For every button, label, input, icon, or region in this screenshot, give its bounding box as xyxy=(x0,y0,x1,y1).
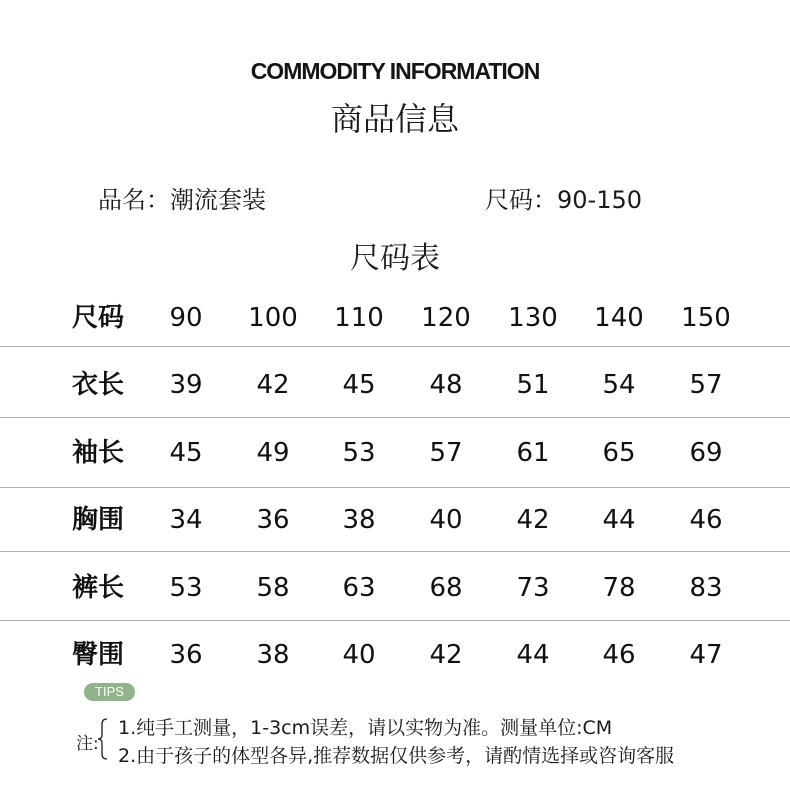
table-row xyxy=(0,568,790,608)
table-cell: 38 xyxy=(256,640,290,670)
table-cell: 51 xyxy=(516,370,550,400)
size-header: 150 xyxy=(681,303,731,333)
table-cell: 44 xyxy=(602,505,636,535)
table-cell: 42 xyxy=(516,505,550,535)
table-cell: 54 xyxy=(602,370,636,400)
table-cell: 42 xyxy=(256,370,290,400)
table-cell: 49 xyxy=(256,438,290,468)
product-name: 品名：潮流套装 xyxy=(98,186,266,214)
table-row xyxy=(0,365,790,405)
table-cell: 40 xyxy=(429,505,463,535)
tips-badge: TIPS xyxy=(84,683,135,701)
table-cell: 78 xyxy=(602,573,636,603)
table-cell: 63 xyxy=(342,573,376,603)
table-row xyxy=(0,500,790,540)
table-cell: 40 xyxy=(342,640,376,670)
table-cell: 68 xyxy=(429,573,463,603)
table-cell: 36 xyxy=(169,640,203,670)
header-title-cn: 商品信息 xyxy=(330,100,459,138)
table-cell: 45 xyxy=(342,370,376,400)
table-row xyxy=(0,433,790,473)
table-cell: 46 xyxy=(602,640,636,670)
size-range: 尺码：90-150 xyxy=(485,186,643,214)
table-cell: 69 xyxy=(689,438,723,468)
row-label: 胸围 xyxy=(72,505,125,535)
table-cell: 39 xyxy=(169,370,203,400)
table-cell: 34 xyxy=(169,505,203,535)
table-divider xyxy=(0,346,790,347)
header-title-en: COMMODITY INFORMATION xyxy=(250,58,540,84)
table-cell: 57 xyxy=(429,438,463,468)
table-cell: 48 xyxy=(429,370,463,400)
row-label: 臀围 xyxy=(72,640,125,670)
size-header: 100 xyxy=(248,303,298,333)
table-divider xyxy=(0,551,790,552)
table-header-row xyxy=(0,298,790,338)
size-header: 90 xyxy=(169,303,203,333)
table-cell: 44 xyxy=(516,640,550,670)
table-divider xyxy=(0,620,790,621)
table-row xyxy=(0,635,790,675)
brace-icon xyxy=(97,718,109,760)
size-header: 110 xyxy=(334,303,384,333)
table-header-label: 尺码 xyxy=(72,303,125,333)
table-cell: 83 xyxy=(689,573,723,603)
size-header: 120 xyxy=(421,303,471,333)
table-cell: 47 xyxy=(689,640,723,670)
note-line: 2.由于孩子的体型各异,推荐数据仅供参考，请酌情选择或咨询客服 xyxy=(118,745,675,767)
size-header: 130 xyxy=(508,303,558,333)
table-cell: 42 xyxy=(429,640,463,670)
table-cell: 53 xyxy=(169,573,203,603)
table-cell: 65 xyxy=(602,438,636,468)
row-label: 衣长 xyxy=(72,370,125,400)
table-divider xyxy=(0,417,790,418)
row-label: 裤长 xyxy=(72,573,125,603)
table-cell: 46 xyxy=(689,505,723,535)
size-header: 140 xyxy=(594,303,644,333)
row-label: 袖长 xyxy=(72,438,125,468)
table-divider xyxy=(0,487,790,488)
size-table-title: 尺码表 xyxy=(350,241,440,276)
table-cell: 45 xyxy=(169,438,203,468)
table-cell: 53 xyxy=(342,438,376,468)
table-cell: 61 xyxy=(516,438,550,468)
note-label: 注: xyxy=(76,734,99,754)
table-cell: 58 xyxy=(256,573,290,603)
note-line: 1.纯手工测量，1-3cm误差，请以实物为准。测量单位:CM xyxy=(118,717,613,739)
table-cell: 38 xyxy=(342,505,376,535)
table-cell: 57 xyxy=(689,370,723,400)
table-cell: 73 xyxy=(516,573,550,603)
table-cell: 36 xyxy=(256,505,290,535)
